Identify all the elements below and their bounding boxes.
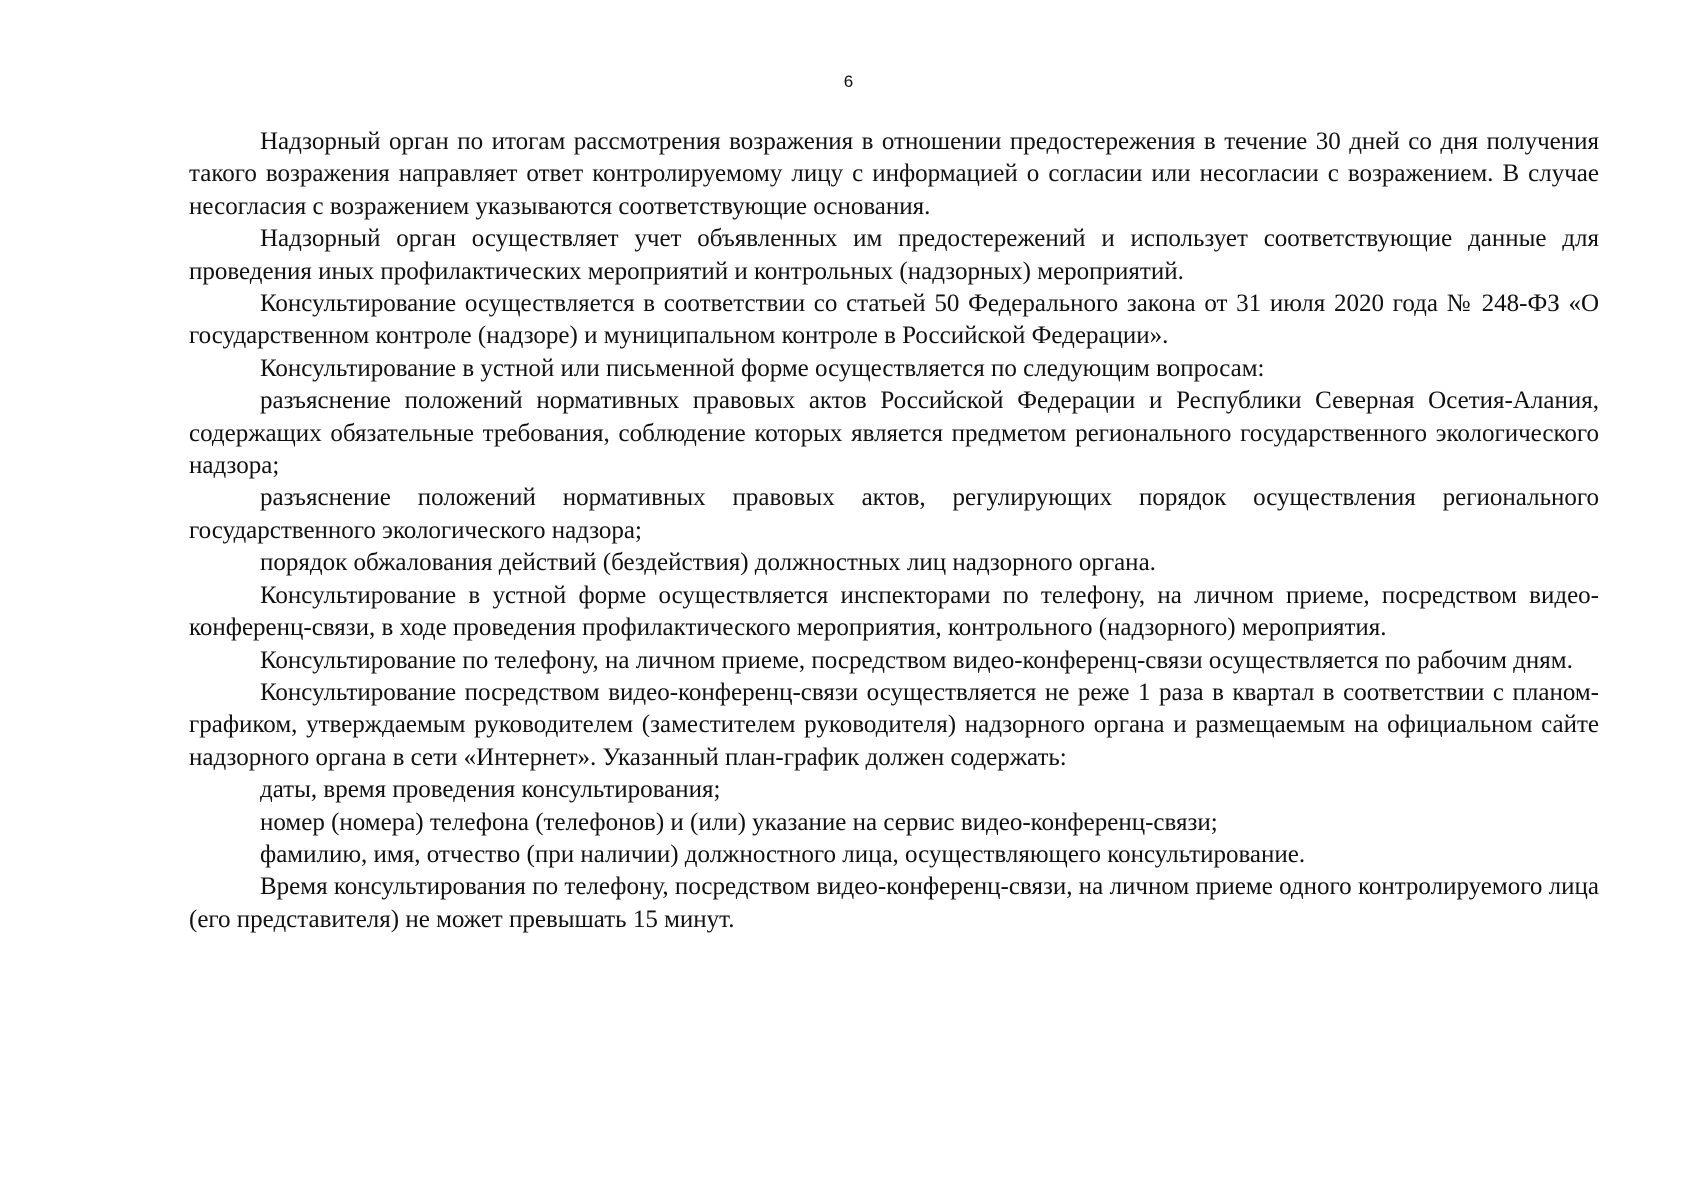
list-item: даты, время проведения консультирования; [260, 776, 721, 804]
page-number: 6 [843, 72, 854, 91]
list-item: разъяснение положений нормативных правовых актов, регулирующих порядок осуществления регионального государственного экологического надзора; [189, 484, 1599, 544]
paragraph: Консультирование в устной форме осуществляется инспекторами по телефону, на личном приеме, посредством видео-конференц-связи, в ходе проведения профилактического мероприятия, контрольного (надзорного) мероприятия. [189, 581, 1599, 642]
paragraph: Консультирование осуществляется в соответствии со статьей 50 Федерального закона от 31 июля 2020 года № 248-ФЗ «О государственном контроле (надзоре) и муниципальном контроле в Российской Федерации». [189, 290, 1599, 350]
document-body [189, 126, 1599, 936]
paragraph: Надзорный орган по итогам рассмотрения возражения в отношении предостережения в течение 30 дней со дня получения такого возражения направляет ответ контролируемому лицу с информацией о согласии или несогласии с возражением. В случае несогласия с возражением указываются соответствующие основания. [189, 128, 1599, 220]
list-item: фамилию, имя, отчество (при наличии) должностного лица, осуществляющего консультирование. [260, 840, 1306, 868]
paragraph: Время консультирования по телефону, посредством видео-конференц-связи, на личном приеме одного контролируемого лица (его представителя) не может превышать 15 минут. [189, 873, 1599, 933]
paragraph: Консультирование посредством видео-конференц-связи осуществляется не реже 1 раза в квартал в соответствии с планом-графиком, утверждаемым руководителем (заместителем руководителя) надзорного органа и размещаемым на официальном сайте надзорного органа в сети «Интернет». Указанный план-график должен содержать: [189, 678, 1599, 771]
paragraph: Надзорный орган осуществляет учет объявленных им предостережений и использует соответствующие данные для проведения иных профилактических мероприятий и контрольных (надзорных) мероприятий. [189, 225, 1599, 285]
list-item: разъяснение положений нормативных правовых актов Российской Федерации и Республики Северная Осетия-Алания, содержащих обязательные требования, соблюдение которых является предметом регионального государственного экологического надзора; [189, 387, 1599, 480]
paragraph: Консультирование по телефону, на личном приеме, посредством видео-конференц-связи осуществляется по рабочим дням. [260, 646, 1573, 674]
list-item: порядок обжалования действий (бездействия) должностных лиц надзорного органа. [260, 549, 1156, 577]
list-item: номер (номера) телефона (телефонов) и (или) указание на сервис видео-конференц-связи; [260, 808, 1218, 836]
paragraph: Консультирование в устной или письменной форме осуществляется по следующим вопросам: [260, 354, 1265, 382]
